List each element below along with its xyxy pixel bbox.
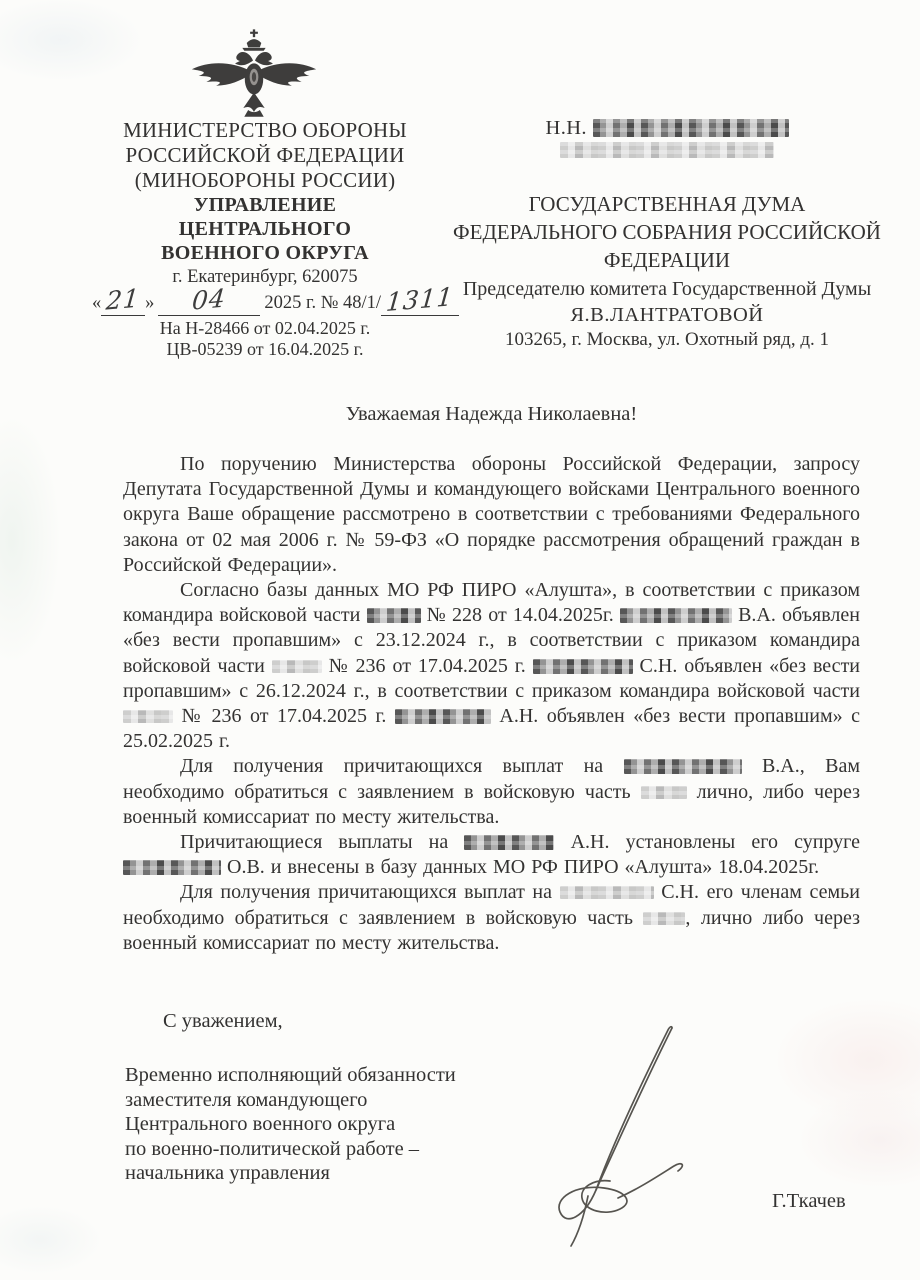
recipient-initials-line xyxy=(428,116,906,140)
text-line: УПРАВЛЕНИЕ xyxy=(193,194,337,216)
text-line: (МИНОБОРОНЫ РОССИИ) xyxy=(134,168,396,192)
redaction-block xyxy=(560,886,654,899)
quote-close: » xyxy=(145,293,155,313)
body-paragraph: По поручению Министерства обороны Российской Федерации, запросу Депутата Государственной Думы и командующего войсками Центрального военного округа Ваше обращение рассмотрено в соответствии с требованиями Федерального закона от 02 мая 2006 г. № 59-ФЗ «О порядке рассмотрения обращений граждан в Российской Федерации». xyxy=(123,453,860,576)
recipient-contact-line xyxy=(428,142,906,164)
redaction-block xyxy=(593,119,789,137)
recipient-org-name xyxy=(428,190,906,274)
body-paragraph: Причитающиеся выплаты на А.Н. установлены его супруге О.В. и внесены в базу данных МО РФ ПИРО «Алушта» 18.04.2025г. xyxy=(123,830,860,880)
redaction-block xyxy=(272,660,322,673)
signer-name: Г.Ткачев xyxy=(772,1190,846,1212)
handwritten-signature-icon xyxy=(520,1018,735,1253)
text-line: ЦЕНТРАЛЬНОГО xyxy=(178,218,352,240)
redaction-block xyxy=(620,608,732,623)
text-line: ГОСУДАРСТВЕННАЯ ДУМА xyxy=(528,192,806,216)
redaction-block xyxy=(643,912,685,925)
russia-mod-double-eagle-emblem-icon xyxy=(186,28,322,124)
redaction-block xyxy=(367,608,421,623)
date-printed-part: 2025 г. № 48/1/ xyxy=(264,293,381,313)
handwritten-outgoing-number: 1311 xyxy=(384,281,455,318)
recipient-header-block xyxy=(428,116,906,352)
sender-org-name xyxy=(100,118,430,193)
text-line: заместителя командующего xyxy=(125,1088,368,1111)
handwritten-day: 21 xyxy=(105,283,142,316)
redaction-block xyxy=(560,142,774,158)
text-line: ФЕДЕРАЛЬНОГО СОБРАНИЯ РОССИЙСКОЙ xyxy=(453,220,881,244)
salutation: Уважаемая Надежда Николаевна! xyxy=(345,403,638,425)
text-line: РОССИЙСКОЙ ФЕДЕРАЦИИ xyxy=(125,143,405,167)
text-line: МИНИСТЕРСТВО ОБОРОНЫ xyxy=(123,118,407,142)
letter-date-line xyxy=(92,281,455,318)
body-paragraph: Для получения причитающихся выплат на В.А., Вам необходимо обратиться с заявлением в войсковую часть лично, либо через военный комиссариат по месту жительства. xyxy=(123,755,861,828)
sender-header-block xyxy=(92,118,455,360)
text-line: Временно исполняющий обязанности xyxy=(125,1064,456,1086)
redaction-block xyxy=(395,709,491,724)
recipient-address: 103265, г. Москва, ул. Охотный ряд, д. 1 xyxy=(505,329,829,350)
redaction-block xyxy=(123,860,221,875)
signoff-title-block xyxy=(125,1063,545,1186)
redaction-block xyxy=(123,710,173,723)
handwritten-month: 04 xyxy=(191,283,228,316)
letter-body xyxy=(123,452,860,956)
sender-department-name xyxy=(100,193,430,265)
redaction-block xyxy=(464,835,554,850)
recipient-initials: Н.Н. xyxy=(545,117,587,139)
recipient-position-line: Председателю комитета Государственной Думы xyxy=(462,278,872,300)
body-paragraph: Для получения причитающихся выплат на С.Н. его членам семьи необходимо обратиться с заявлением в войсковую часть , лично либо через военный комиссариат по месту жительства. xyxy=(123,881,861,954)
text-line: ВОЕННОГО ОКРУГА xyxy=(161,242,369,264)
redaction-block xyxy=(641,786,687,799)
text-line: по военно-политической работе – xyxy=(125,1137,420,1160)
body-paragraph: Согласно базы данных МО РФ ПИРО «Алушта», в соответствии с приказом командира войсковой части № 228 от 14.04.2025г. В.А. объявлен «без вести пропавшим» с 23.12.2024 г., в соответствии с приказом командира войсковой части № 236 от 17.04.2025 г. С.Н. объявлен «без вести пропавшим» с 26.12.2024 г., в соответствии с приказом командира войсковой части № 236 от 17.04.2025 г. А.Н. объявлен «без вести пропавшим» с 25.02.2025 г. xyxy=(123,579,861,753)
sender-city-line: г. Екатеринбург, 620075 xyxy=(172,267,358,287)
quote-open: « xyxy=(92,293,102,313)
reference-numbers xyxy=(100,318,430,360)
closing-line: С уважением, xyxy=(163,1010,283,1032)
text-line: ФЕДЕРАЦИИ xyxy=(603,248,731,272)
redaction-block xyxy=(533,659,633,674)
text-line: ЦВ-05239 от 16.04.2025 г. xyxy=(166,339,364,359)
text-line: начальника управления xyxy=(125,1162,330,1184)
redaction-block xyxy=(624,759,742,774)
recipient-name: Я.В.ЛАНТРАТОВОЙ xyxy=(570,304,764,326)
text-line: На Н-28466 от 02.04.2025 г. xyxy=(159,318,371,338)
text-line: Центрального военного округа xyxy=(125,1113,396,1135)
